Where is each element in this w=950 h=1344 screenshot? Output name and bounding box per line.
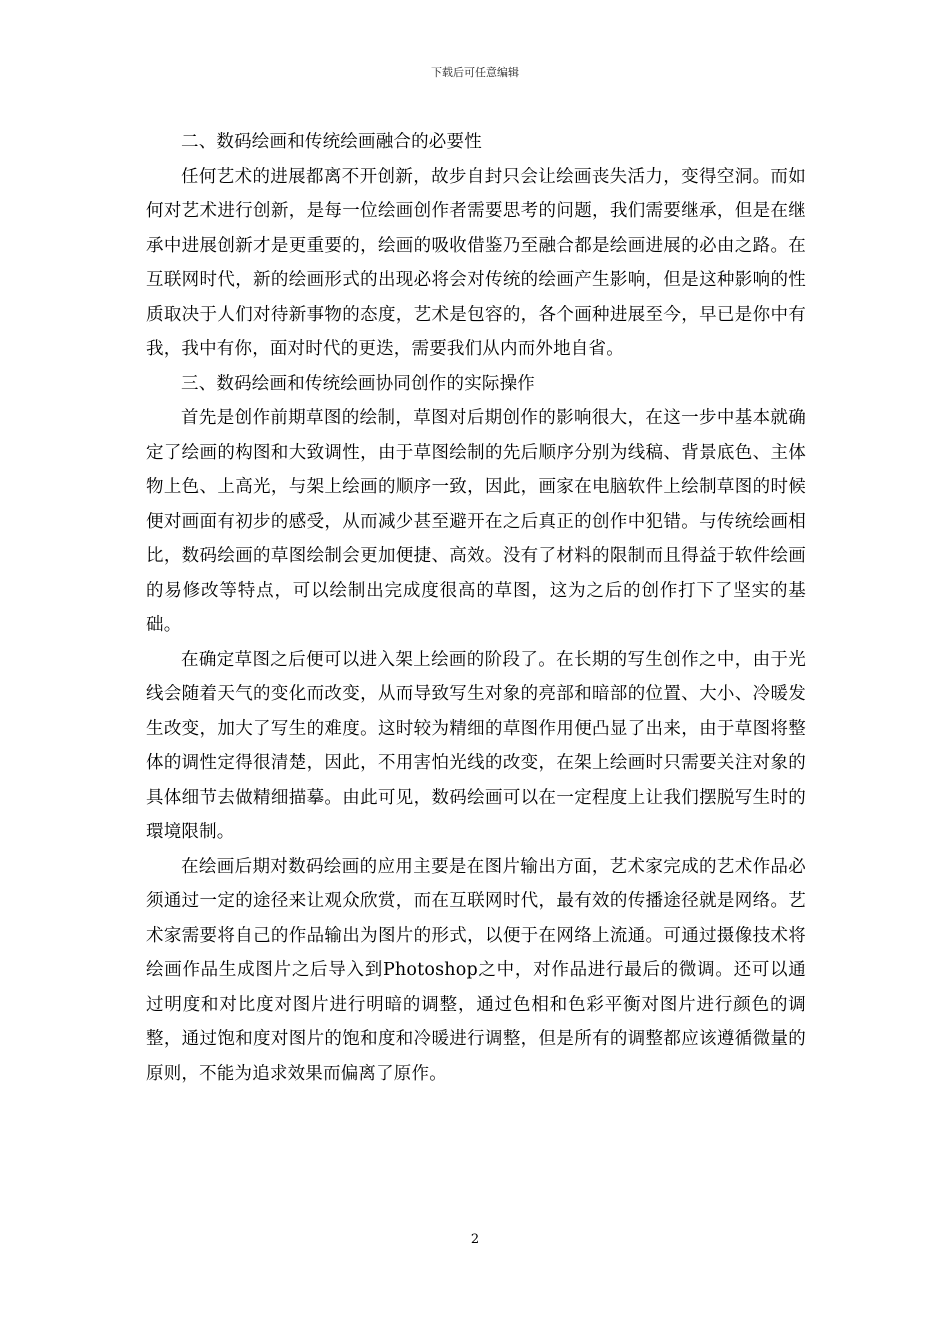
section-heading-2: 二、数码绘画和传统绘画融合的必要性 (181, 132, 482, 152)
page-number: 2 (470, 1232, 480, 1247)
paragraph-necessity: 任何艺术的进展都离不开创新，故步自封只会让绘画丧失活力，变得空洞。而如何对艺术进行创新，是每一位绘画创作者需要思考的问题，我们需要继承，但是在继承中进展创新才是更重要的，绘画的吸收借鉴乃至融合都是绘画进展的必由之路。在互联网时代，新的绘画形式的出现必将会对传统的绘画产生影响，但是这种影响的性质取决于人们对待新事物的态度，艺术是包容的，各个画种进展至今，早已是你中有我，我中有你，面对时代的更迭，需要我们从内而外地自省。 (146, 166, 806, 359)
paragraph-image-output: 在绘画后期对数码绘画的应用主要是在图片输出方面，艺术家完成的艺术作品必须通过一定的途径来让观众欣赏，而在互联网时代，最有效的传播途径就是网络。艺术家需要将自己的作品输出为图片的形式，以便于在网络上流通。可通过摄像技术将绘画作品生成图片之后导入到Photoshop之中，对作品进行最后的微调。还可以通过明度和对比度对图片进行明暗的调整，通过色相和色彩平衡对图片进行颜色的调整，通过饱和度对图片的饱和度和冷暖进行调整，但是所有的调整都应该遵循微量的原则，不能为追求效果而偏离了原作。 (146, 856, 806, 1084)
page-header: 下载后可任意编辑 (431, 66, 519, 79)
document-body (146, 125, 806, 1091)
paragraph-sketch: 首先是创作前期草图的绘制，草图对后期创作的影响很大，在这一步中基本就确定了绘画的构图和大致调性，由于草图绘制的先后顺序分别为线稿、背景底色、主体物上色、上高光，与架上绘画的顺序一致，因此，画家在电脑软件上绘制草图的时候便对画面有初步的感受，从而减少甚至避开在之后真正的创作中犯错。与传统绘画相比，数码绘画的草图绘制会更加便捷、高效。没有了材料的限制而且得益于软件绘画的易修改等特点，可以绘制出完成度很高的草图，这为之后的创作打下了坚实的基础。 (146, 408, 806, 635)
paragraph-easel-painting: 在确定草图之后便可以进入架上绘画的阶段了。在长期的写生创作之中，由于光线会随着天气的变化而改变，从而导致写生对象的亮部和暗部的位置、大小、冷暖发生改变，加大了写生的难度。这时较为精细的草图作用便凸显了出来，由于草图将整体的调性定得很清楚，因此，不用害怕光线的改变，在架上绘画时只需要关注对象的具体细节去做精细描摹。由此可见，数码绘画可以在一定程度上让我们摆脱写生时的環境限制。 (146, 649, 806, 842)
section-heading-3: 三、数码绘画和传统绘画协同创作的实际操作 (181, 373, 535, 394)
